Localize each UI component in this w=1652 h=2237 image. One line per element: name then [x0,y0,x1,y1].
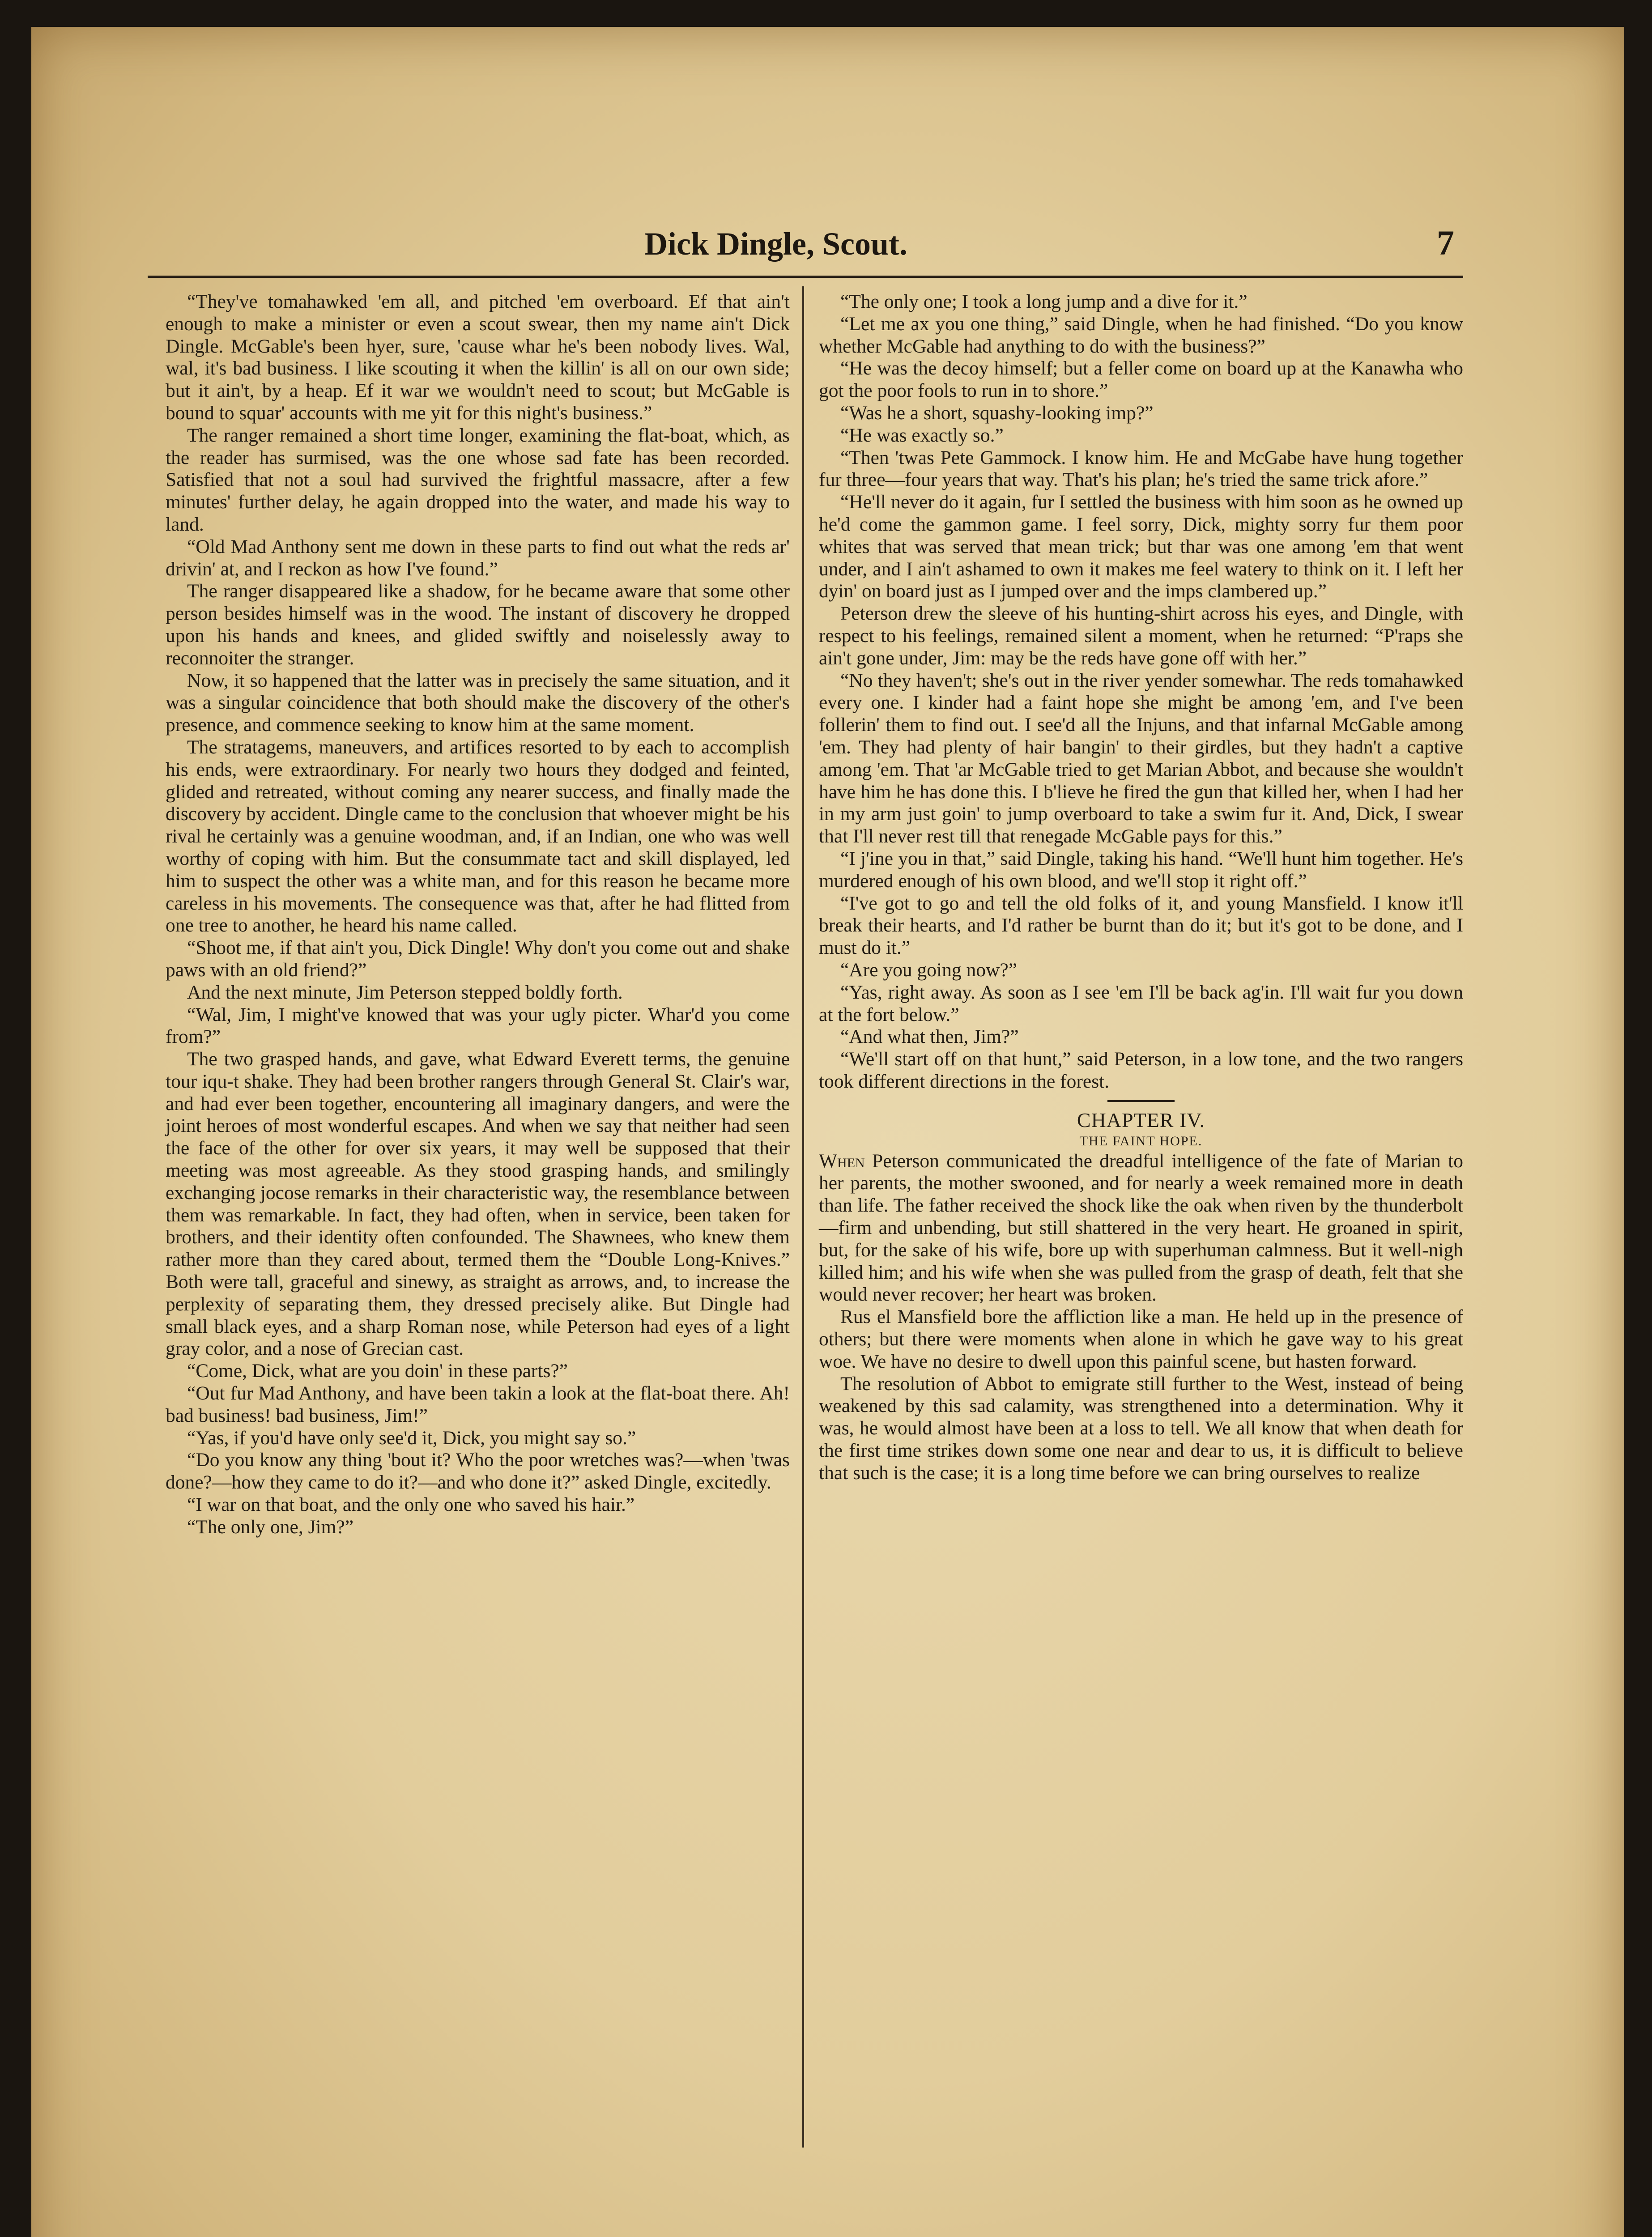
paragraph: Rus el Mansfield bore the affliction like a man. He held up in the presence of others; but there were moments when alone in which he gave way to his great woe. We have no desire to dwell upon this painful scene, but hasten forward. [819,1306,1463,1372]
paragraph: “Out fur Mad Anthony, and have been takin a look at the flat-boat there. Ah! bad business! bad business, Jim!” [166,1382,790,1426]
chapter-first-paragraph [819,1150,1463,1306]
paragraph: “The only one, Jim?” [187,1516,354,1538]
paragraph: “We'll start off on that hunt,” said Peterson, in a low tone, and the two rangers took different directions in the forest. [819,1048,1463,1092]
paragraph: “Was he a short, squashy-looking imp?” [840,402,1154,424]
paragraph: “And what then, Jim?” [840,1026,1019,1048]
page-number: 7 [1437,223,1454,262]
paragraph: “Old Mad Anthony sent me down in these parts to find out what the reds ar' drivin' at, and I reckon as how I've found.” [166,536,790,580]
paragraph: And the next minute, Jim Peterson stepped boldly forth. [187,981,623,1003]
paragraph: “Are you going now?” [840,959,1018,981]
paragraph: The two grasped hands, and gave, what Edward Everett terms, the genuine tour iqu-t shake. They had been brother rangers through General St. Clair's war, and had ever been together, encountering all imaginary dangers, and were the joint heroes of most wonderful escapes. And when we say that neither had seen the face of the other for over six years, it may well be supposed that their meeting was most agreeable. As they stood grasping hands, and smilingly exchanging jocose remarks in their characteristic way, the resemblance between them was remarkable. In fact, they had often, when in service, been taken for brothers, and their identity often confounded. The Shawnees, who knew them rather more than they cared about, termed them the “Double Long-Knives.” Both were tall, graceful and sinewy, as straight as arrows, and, to increase the perplexity of separating them, they dressed precisely alike. But Dingle had small black eyes, and a sharp Roman nose, while Peterson had eyes of a light gray color, and a nose of Grecian cast. [166,1048,790,1360]
paragraph: “Yas, right away. As soon as I see 'em I'll be back ag'in. I'll wait fur you down at the fort below.” [819,981,1463,1025]
paragraph: “No they haven't; she's out in the river yender somewhar. The reds tomahawked every one. I kinder had a faint hope she might be among 'em, and I've been follerin' them to find out. I see'd all the Injuns, and that infarnal McGable among 'em. They had plenty of hair bangin' to their girdles, but they hadn't a captive among 'em. That 'ar McGable tried to get Marian Abbot, and because she wouldn't have him he has done this. I b'lieve he fired the gun that killed her, when I had her in my arm just goin' to jump overboard to take a swim fur it. And, Dick, I swear that I'll never rest till that renegade McGable pays for this.” [819,669,1463,847]
chapter-heading: CHAPTER IV. [1077,1108,1205,1131]
running-header [148,219,1463,273]
chapter-first-paragraph-text: Peterson communicated the dreadful intelligence of the fate of Marian to her parents, the mother swooned, and for nearly a week remained more in death than life. The father received the shock like the oak when riven by the thunderbolt—firm and unbending, but still shattered in the very heart. He groaned in spirit, but, for the sake of his wife, bore up with superhuman calmness. But it well-nigh killed him; and his wife when she was pulled from the grasp of death, felt that she would never recover; her heart was broken. [819,1150,1463,1306]
chapter-divider [1107,1100,1175,1102]
paragraph: “Then 'twas Pete Gammock. I know him. He and McGabe have hung together fur three—four years that way. That's his plan; he's tried the same trick afore.” [819,447,1463,491]
paragraph: “The only one; I took a long jump and a dive for it.” [840,291,1248,312]
paragraph: The ranger remained a short time longer, examining the flat-boat, which, as the reader has surmised, was the one whose sad fate has been recorded. Satisfied that not a soul had survived the frightful massacre, after a few minutes' further delay, he again dropped into the water, and made his way to land. [166,424,790,535]
column-rule [802,286,804,2148]
left-column [166,291,790,1539]
paragraph: “Yas, if you'd have only see'd it, Dick, you might say so.” [187,1427,636,1449]
paragraph: The ranger disappeared like a shadow, for he became aware that some other person besides himself was in the wood. The instant of discovery he dropped upon his hands and knees, and glided swiftly and noiselessly away to reconnoiter the stranger. [166,580,790,669]
paragraph: “Do you know any thing 'bout it? Who the poor wretches was?—when 'twas done?—how they came to do it?—and who done it?” asked Dingle, excitedly. [166,1449,790,1493]
paragraph: Now, it so happened that the latter was in precisely the same situation, and it was a singular coincidence that both should make the discovery of the other's presence, and commence seeking to know him at the same moment. [166,669,790,736]
paragraph: “Shoot me, if that ain't you, Dick Dingle! Why don't you come out and shake paws with an old friend?” [166,937,790,981]
paragraph: Peterson drew the sleeve of his hunting-shirt across his eyes, and Dingle, with respect to his feelings, remained silent a moment, when he returned: “P'raps she ain't gone under, Jim: may be the reds have gone off with her.” [819,603,1463,669]
right-column [819,291,1463,1484]
paragraph: “He was the decoy himself; but a feller come on board up at the Kanawha who got the poor fools to run in to shore.” [819,357,1463,402]
paragraph: The stratagems, maneuvers, and artifices resorted to by each to accomplish his ends, were extraordinary. For nearly two hours they dodged and feinted, glided and retreated, without coming any nearer success, and finally made the discovery by accident. Dingle came to the conclusion that whoever might be his rival he certainly was a genuine woodman, and, if an Indian, one who was well worthy of coping with him. But the consummate tact and skill displayed, led him to suspect the other was a white man, and for this reason he became more careless in his movements. The consequence was that, after he had flitted from one tree to another, he heard his name called. [166,736,790,936]
chapter-first-word: When [819,1150,865,1172]
paragraph: “Come, Dick, what are you doin' in these parts?” [187,1360,568,1382]
paragraph: “Let me ax you one thing,” said Dingle, when he had finished. “Do you know whether McGable had anything to do with the business?” [819,313,1463,357]
paragraph: “I've got to go and tell the old folks of it, and young Mansfield. I know it'll break their hearts, and I'd rather be burnt than do it; but it's got to be done, and I must do it.” [819,892,1463,959]
paragraph: “He'll never do it again, fur I settled the business with him soon as he owned up he'd come the gammon game. I feel sorry, Dick, mighty sorry fur them poor whites that was served that mean trick; but thar was one among 'em that went under, and I ain't ashamed to own it makes me feel watery to think on it. I left her dyin' on board just as I jumped over and the imps clambered up.” [819,491,1463,602]
paragraph: “I j'ine you in that,” said Dingle, taking his hand. “We'll hunt him together. He's murdered enough of his own blood, and we'll stop it right off.” [819,847,1463,892]
header-rule [148,276,1463,278]
paragraph: The resolution of Abbot to emigrate still further to the West, instead of being weakened by this sad calamity, was strengthened into a determination. Why it was, he would almost have been at a loss to tell. We all know that when death for the first time strikes down some one near and dear to us, it is difficult to believe that such is the case; it is a long time before we can bring ourselves to realize [819,1373,1463,1484]
paragraph: “They've tomahawked 'em all, and pitched 'em overboard. Ef that ain't enough to make a minister or even a scout swear, then my name ain't Dick Dingle. McGable's been hyer, sure, 'cause whar he's been nobody lives. Wal, wal, it's bad business. I like scouting it when the killin' is all on our own side; but it ain't, by a heap. Ef it war we wouldn't need to scout; but McGable is bound to squar' accounts with me yit for this night's business.” [166,291,790,424]
paragraph: “He was exactly so.” [840,424,1004,446]
chapter-subtitle: THE FAINT HOPE. [1079,1133,1203,1148]
page-sheet [31,27,1624,2237]
page-title: Dick Dingle, Scout. [644,226,908,262]
paragraph: “I war on that boat, and the only one who saved his hair.” [187,1494,635,1516]
paragraph: “Wal, Jim, I might've knowed that was your ugly picter. Whar'd you come from?” [166,1004,790,1048]
